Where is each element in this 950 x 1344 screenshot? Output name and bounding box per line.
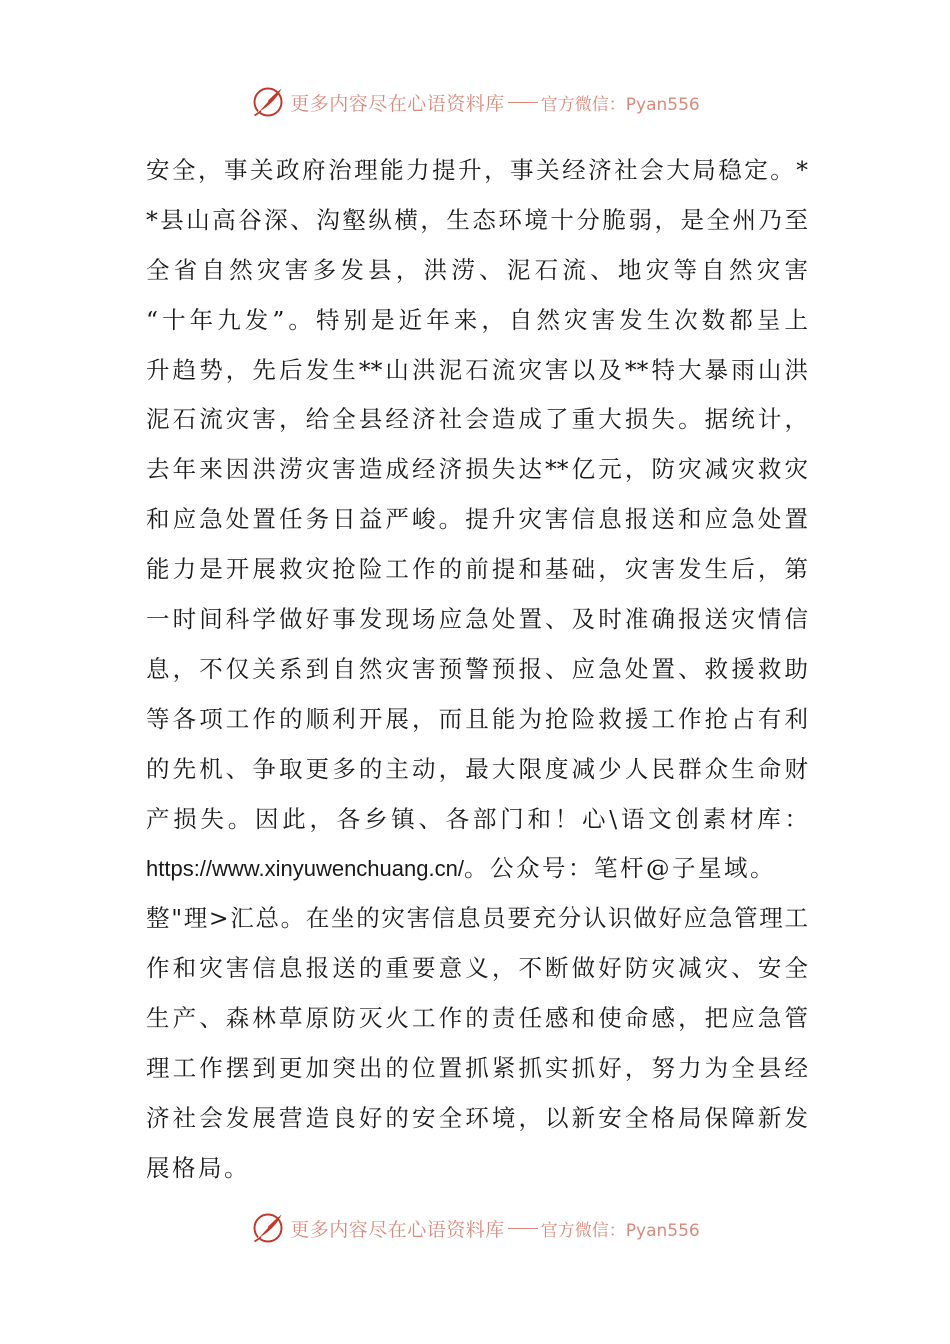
text-line: 能力是开展救灾抢险工作的前提和基础，灾害发生后，第 xyxy=(146,555,808,584)
banner-dash xyxy=(508,102,538,103)
text-line: “十年九发”。特别是近年来，自然灾害发生次数都呈上 xyxy=(146,305,808,334)
text-line: 一时间科学做好事发现场应急处置、及时准确报送灾情信 xyxy=(146,605,808,634)
text-line: 理工作摆到更加突出的位置抓紧抓实抓好，努力为全县经 xyxy=(146,1054,808,1083)
banner-text: 更多内容尽在心语资料库 xyxy=(290,92,505,115)
text-line: 泥石流灾害，给全县经济社会造成了重大损失。据统计， xyxy=(146,405,808,434)
text-line: 作和灾害信息报送的重要意义，不断做好防灾减灾、安全 xyxy=(146,954,808,983)
quill-logo-icon xyxy=(250,84,286,120)
text-line: 和应急处置任务日益严峻。提升灾害信息报送和应急处置 xyxy=(146,505,808,534)
text-line: 产损失。因此，各乡镇、各部门和！心\语文创素材库： xyxy=(146,804,808,833)
text-line: 升趋势，先后发生**山洪泥石流灾害以及**特大暴雨山洪 xyxy=(146,355,808,384)
text-line: 息，不仅关系到自然灾害预警预报、应急处置、救援救助 xyxy=(146,654,808,683)
text-line: 全省自然灾害多发县，洪涝、泥石流、地灾等自然灾害 xyxy=(146,255,808,284)
text-line: 的先机、争取更多的主动，最大限度减少人民群众生命财 xyxy=(146,754,808,783)
text-line: 济社会发展营造良好的安全环境，以新安全格局保障新发 xyxy=(146,1103,808,1132)
text-line: 生产、森林草原防灭火工作的责任感和使命感，把应急管 xyxy=(146,1004,808,1033)
website-url: https://www.xinyuwenchuang.cn/ xyxy=(146,856,464,882)
document-body xyxy=(146,146,808,1194)
header-banner xyxy=(0,80,950,124)
banner-wechat: 官方微信：Pyan556 xyxy=(540,94,700,115)
text-line: 等各项工作的顺利开展，而且能为抢险救援工作抢占有利 xyxy=(146,704,808,733)
footer-banner xyxy=(0,1206,950,1250)
text-line: *县山高谷深、沟壑纵横，生态环境十分脆弱，是全州乃至 xyxy=(146,205,808,234)
banner-dash xyxy=(508,1228,538,1229)
banner-text: 更多内容尽在心语资料库 xyxy=(290,1218,505,1241)
text-line: 去年来因洪涝灾害造成经济损失达**亿元，防灾减灾救灾 xyxy=(146,455,808,484)
text-line-url xyxy=(146,844,808,894)
banner-wechat: 官方微信：Pyan556 xyxy=(540,1220,700,1241)
text-line: 安全，事关政府治理能力提升，事关经济社会大局稳定。* xyxy=(146,156,808,184)
wechat-account-text: 。公众号：笔杆@子星域。 xyxy=(463,854,776,883)
text-line: 整"理>汇总。在坐的灾害信息员要充分认识做好应急管理工 xyxy=(146,904,808,933)
text-line-last: 展格局。 xyxy=(146,1153,250,1182)
quill-logo-icon xyxy=(250,1210,286,1246)
